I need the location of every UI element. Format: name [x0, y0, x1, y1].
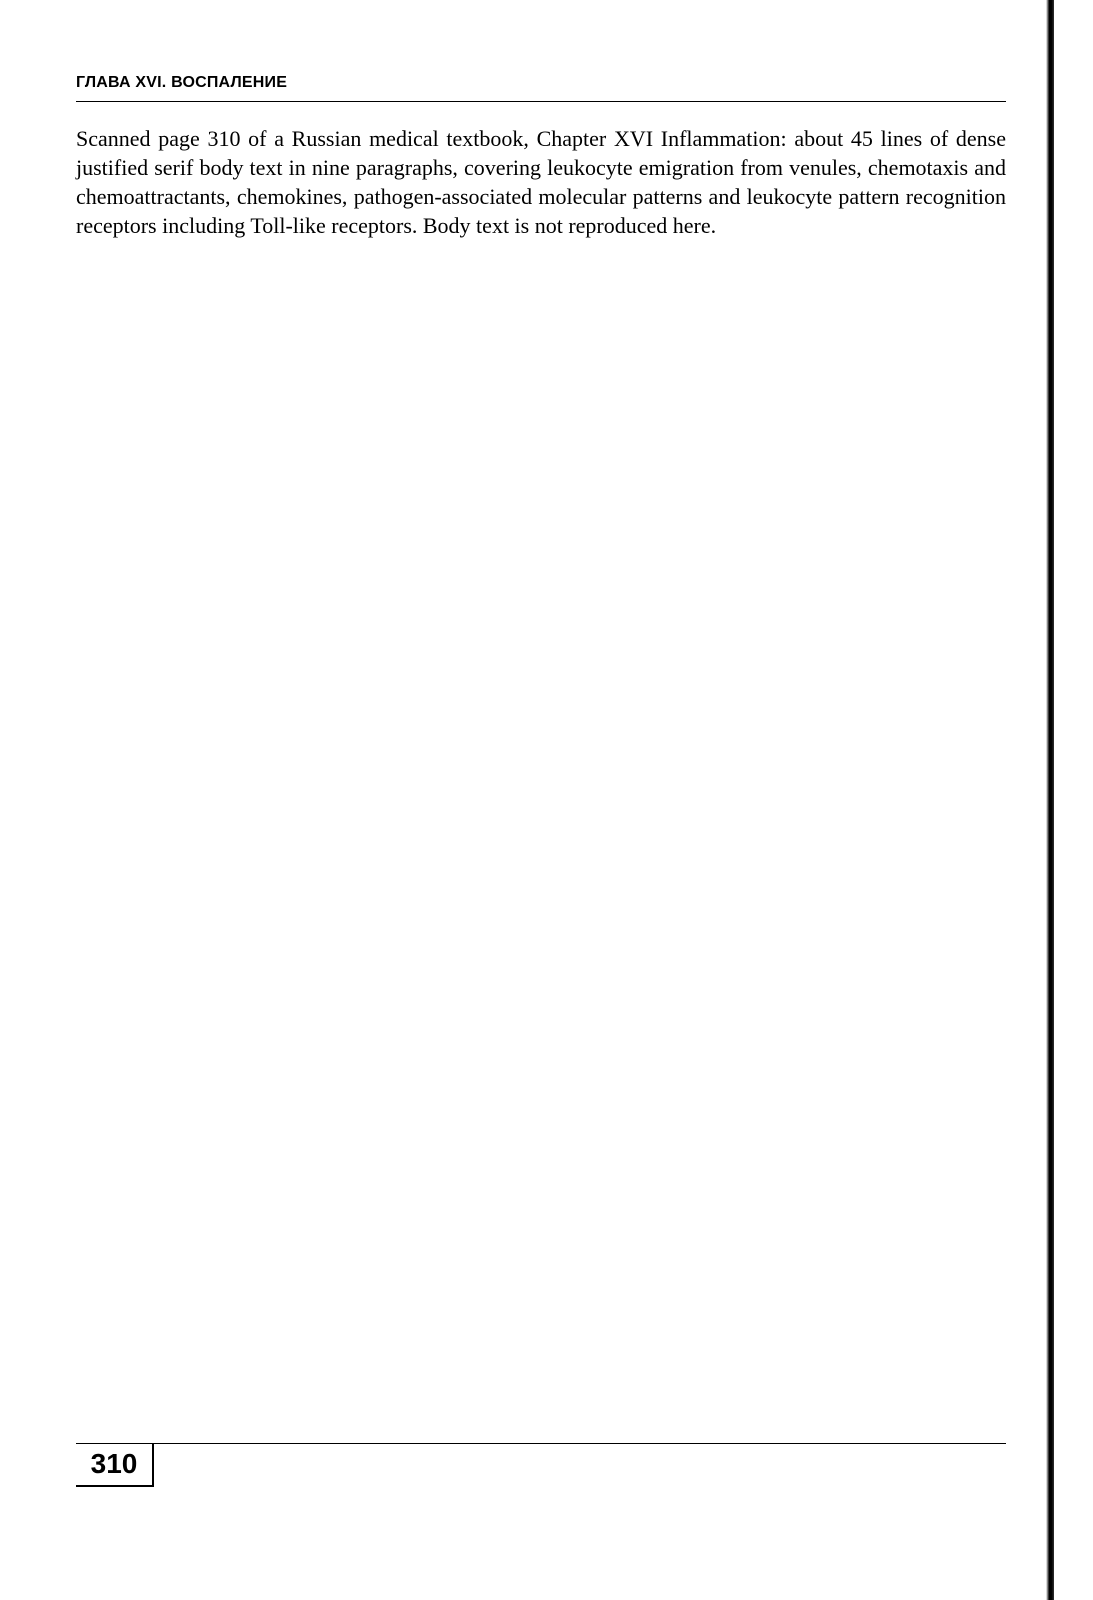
header-rule [76, 101, 1006, 102]
page-number-box [76, 1443, 154, 1487]
page-edge-shadow [1046, 0, 1054, 1600]
chapter-header: ГЛАВА XVI. ВОСПАЛЕНИЕ [76, 74, 288, 91]
body-text [76, 124, 1006, 240]
page-description: Scanned page 310 of a Russian medical textbook, Chapter XVI Inflammation: about 45 lines of dense justified serif body text in nine paragraphs, covering leukocyte emigration from venules, chemotaxis and chemoattractants, chemokines, pathogen-associated molecular patterns and leukocyte pattern recognition receptors including Toll-like receptors. Body text is not reproduced here. [76, 126, 1006, 238]
footer-rule [76, 1443, 1006, 1444]
page-number: 310 [90, 1448, 138, 1479]
